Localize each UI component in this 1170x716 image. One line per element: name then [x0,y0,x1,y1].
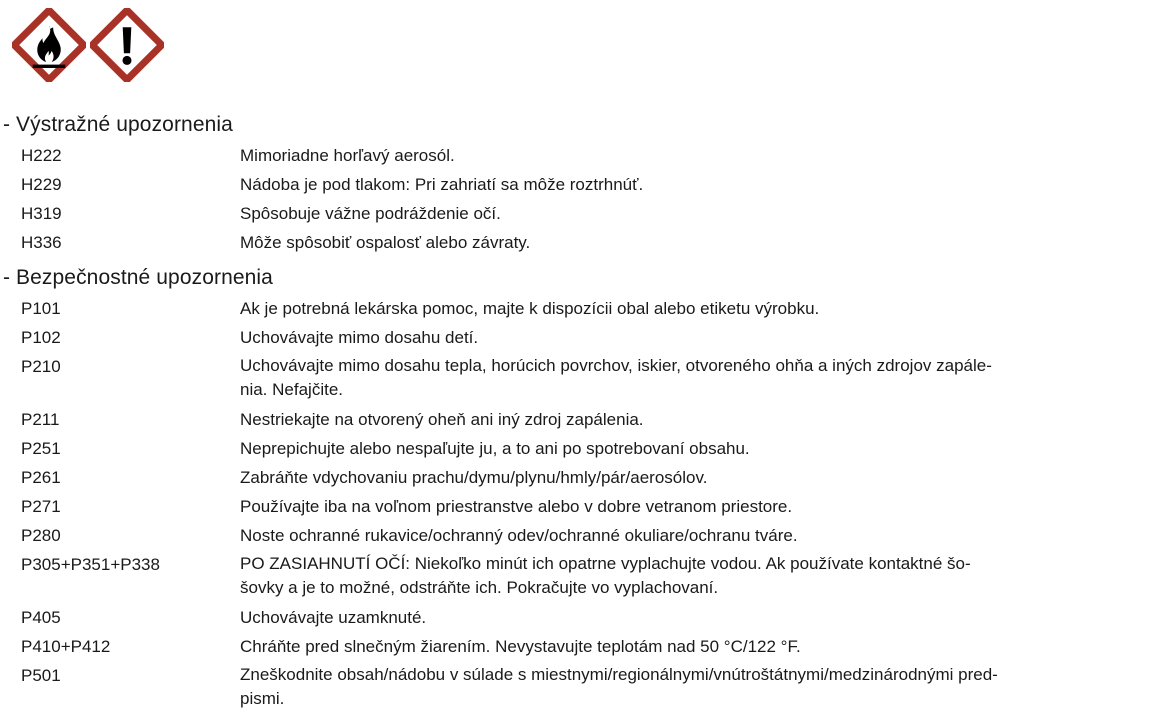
exclamation-mark-icon [90,8,164,82]
phrase-text: Zabráňte vdychovaniu prachu/dymu/plynu/hmly/pár/aerosólov. [240,468,708,487]
phrase-code: H336 [21,233,62,252]
phrase-text: Spôsobuje vážne podráždenie očí. [240,204,501,223]
phrase-text: Uchovávajte uzamknuté. [240,608,427,627]
phrase-code: P271 [21,497,61,516]
phrase-row [0,436,1170,462]
phrase-text: Chráňte pred slnečným žiarením. Nevystavujte teplotám nad 50 °C/122 °F. [240,637,801,656]
phrase-text-line: pismi. [240,689,285,708]
phrase-code: P101 [21,299,61,318]
pictogram-row [12,8,164,82]
phrase-text: Ak je potrebná lekárska pomoc, majte k dispozícii obal alebo etiketu výrobku. [240,299,820,318]
phrase-row [0,552,1170,600]
phrase-text: Nádoba je pod tlakom: Pri zahriatí sa môže roztrhnúť. [240,175,644,194]
phrase-text [240,552,1158,600]
flame-icon [12,8,86,82]
phrase-code: P405 [21,608,61,627]
phrase-row [0,143,1170,169]
phrase-text: Používajte iba na voľnom priestranstve alebo v dobre vetranom priestore. [240,497,793,516]
phrase-code: P102 [21,328,61,347]
phrase-code: P410+P412 [21,637,111,656]
hazard-section-title: - Výstražné upozornenia [3,113,233,136]
phrase-code: P211 [21,410,60,429]
phrase-text-line: Uchovávajte mimo dosahu tepla, horúcich povrchov, iskier, otvoreného ohňa a iných zdrojov zapále- [240,356,992,375]
ghs07-exclamation-mark-pictogram [90,8,164,82]
phrase-code: P501 [21,666,61,685]
phrase-code: P261 [21,468,61,487]
phrase-row [0,523,1170,549]
phrase-text: Noste ochranné rukavice/ochranný odev/ochranné okuliare/ochranu tváre. [240,526,798,545]
precautionary-phrase-list [0,296,1170,711]
phrase-row [0,663,1170,711]
phrase-row [0,494,1170,520]
phrase-text-line: šovky a je to možné, odstráňte ich. Pokračujte vo vyplachovaní. [240,578,719,597]
phrase-code: P210 [21,357,61,376]
phrase-code: P251 [21,439,61,458]
hazard-statements-section [0,112,1170,259]
phrase-row [0,465,1170,491]
phrase-row [0,172,1170,198]
phrase-row [0,325,1170,351]
phrase-text-line: PO ZASIAHNUTÍ OČÍ: Niekoľko minút ich opatrne vyplachujte vodou. Ak používate kontaktné šo- [240,554,971,573]
phrase-row [0,201,1170,227]
phrase-text-line: nia. Nefajčite. [240,380,343,399]
phrase-text: Nestriekajte na otvorený oheň ani iný zdroj zapálenia. [240,410,644,429]
phrase-code: H319 [21,204,62,223]
phrase-row [0,634,1170,660]
phrase-code: P280 [21,526,61,545]
phrase-code: H222 [21,146,62,165]
phrase-row [0,605,1170,631]
phrase-row [0,407,1170,433]
phrase-text [240,663,1158,711]
phrase-code: H229 [21,175,62,194]
phrase-row [0,230,1170,256]
phrase-text: Neprepichujte alebo nespaľujte ju, a to ani po spotrebovaní obsahu. [240,439,750,458]
phrase-text: Mimoriadne horľavý aerosól. [240,146,455,165]
phrase-row [0,296,1170,322]
phrase-text: Môže spôsobiť ospalosť alebo závraty. [240,233,531,252]
phrase-text: Uchovávajte mimo dosahu detí. [240,328,479,347]
phrase-text-line: Zneškodnite obsah/nádobu v súlade s miestnymi/regionálnymi/vnútroštátnymi/medzinárodnými pred- [240,665,998,684]
hazard-phrase-list [0,143,1170,256]
phrase-text [240,354,1158,402]
precautionary-statements-section [0,265,1170,716]
precautionary-section-title: - Bezpečnostné upozornenia [3,266,273,289]
phrase-row [0,354,1170,402]
ghs02-flame-pictogram [12,8,86,82]
phrase-code: P305+P351+P338 [21,555,160,574]
